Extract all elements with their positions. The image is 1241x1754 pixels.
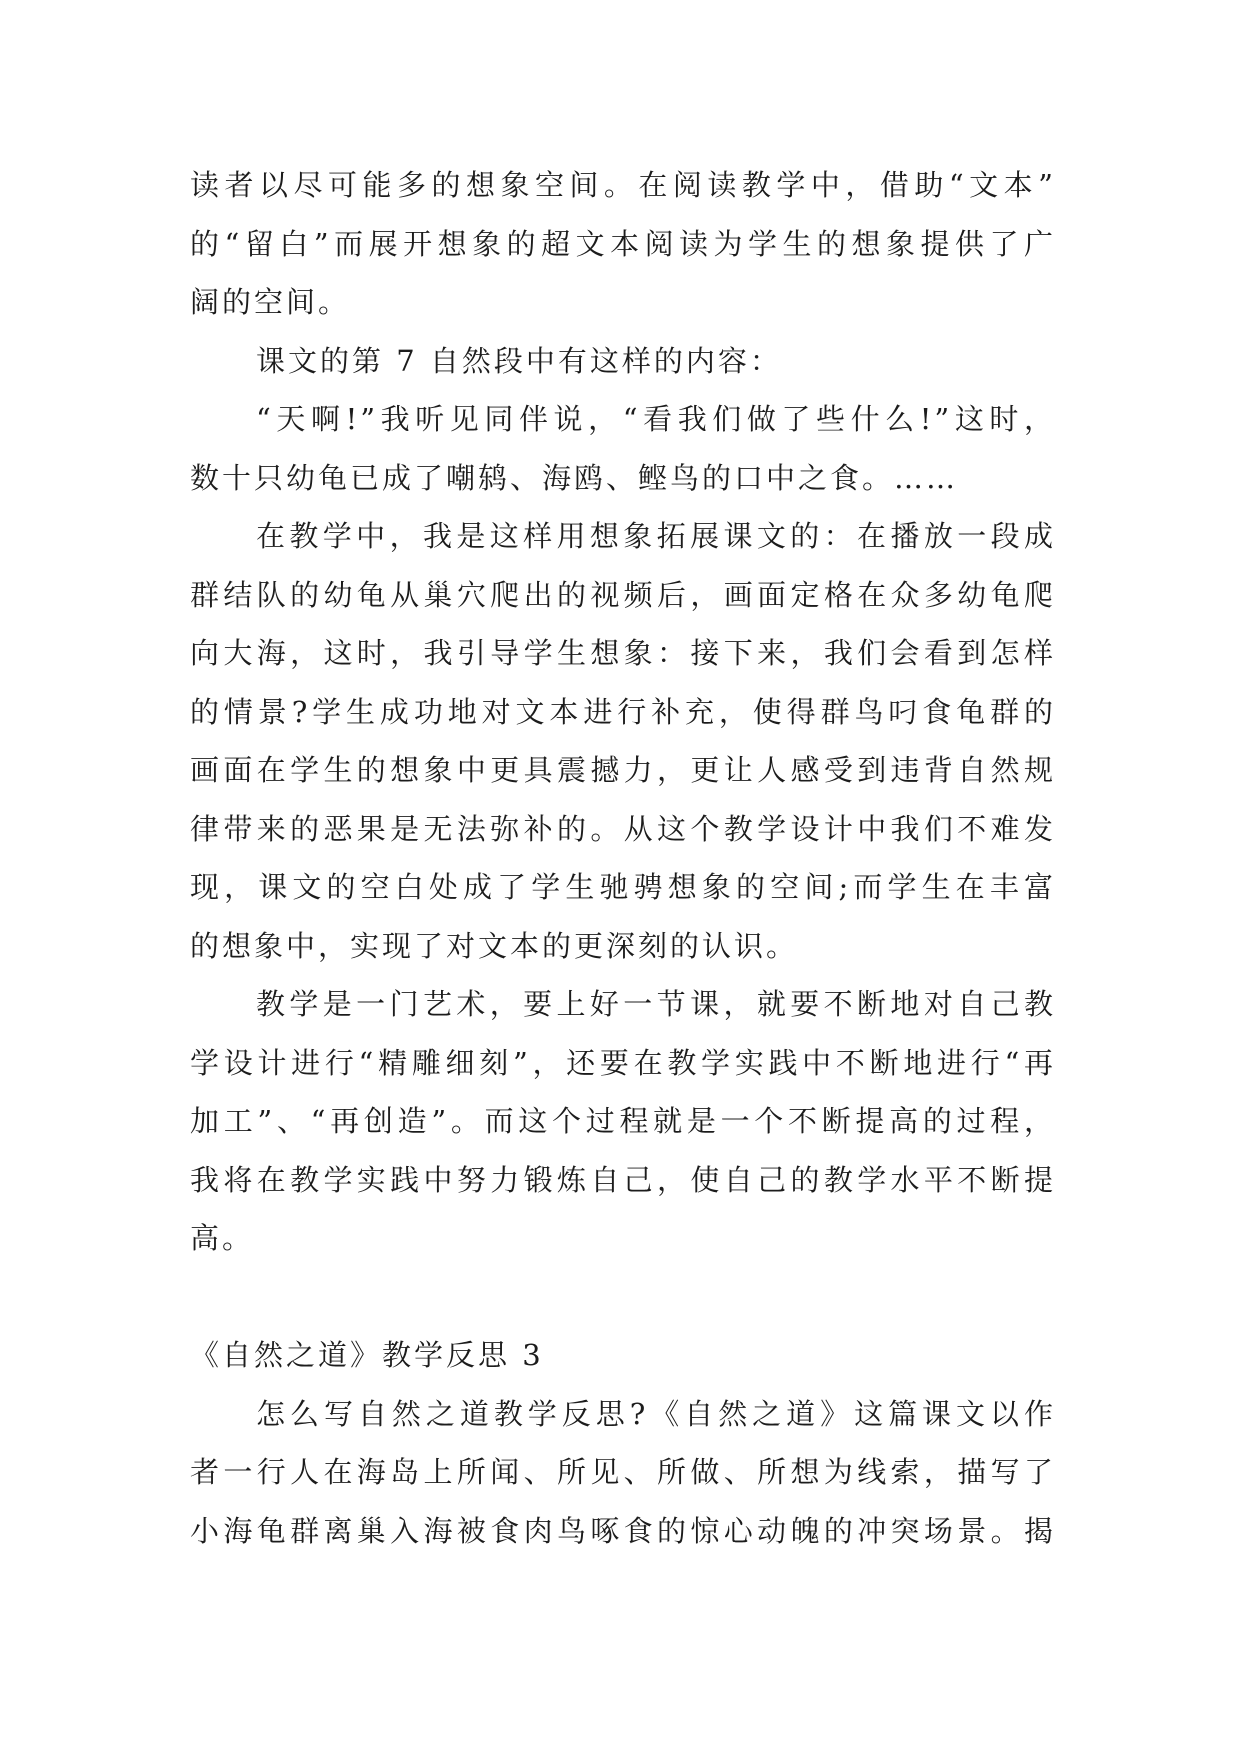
text-line: 在教学中，我是这样用想象拓展课文的：在播放一段成	[256, 519, 1056, 553]
paragraph	[190, 1385, 1056, 1561]
text-line: 数十只幼龟已成了嘲鸫、海鸥、鲣鸟的口中之食。……	[190, 460, 959, 495]
paragraph	[190, 156, 1056, 332]
paragraph	[190, 975, 1056, 1268]
paragraph	[190, 332, 1056, 391]
text-line: 的情景?学生成功地对文本进行补充，使得群鸟叼食龟群的	[190, 694, 1056, 729]
text-line: 画面在学生的想象中更具震撼力，更让人感受到违背自然规	[190, 753, 1056, 787]
section-heading: 《自然之道》教学反思 3	[190, 1338, 544, 1372]
text-line: 我将在教学实践中努力锻炼自己，使自己的教学水平不断提	[190, 1162, 1056, 1197]
text-line: 的“留白”而展开想象的超文本阅读为学生的想象提供了广	[190, 226, 1056, 261]
text-line: 高。	[190, 1221, 255, 1255]
text-line: 课文的第 7 自然段中有这样的内容：	[256, 343, 782, 378]
quoted-paragraph	[190, 390, 1056, 507]
text-line: 阔的空间。	[190, 285, 351, 319]
text-line: 现，课文的空白处成了学生驰骋想象的空间;而学生在丰富	[190, 870, 1056, 904]
text-line: 加工”、“再创造”。而这个过程就是一个不断提高的过程，	[190, 1104, 1056, 1138]
text-line: 小海龟群离巢入海被食肉鸟啄食的惊心动魄的冲突场景。揭	[190, 1513, 1056, 1548]
text-line: 的想象中，实现了对文本的更深刻的认识。	[190, 928, 799, 963]
text-line: 群结队的幼龟从巢穴爬出的视频后，画面定格在众多幼龟爬	[190, 577, 1056, 612]
text-line: 学设计进行“精雕细刻”，还要在教学实践中不断地进行“再	[190, 1045, 1056, 1080]
paragraph	[190, 507, 1056, 975]
document-body	[190, 156, 1056, 1560]
text-line: “天啊!”我听见同伴说，“看我们做了些什么!”这时，	[256, 402, 1056, 436]
text-line: 律带来的恶果是无法弥补的。从这个教学设计中我们不难发	[190, 811, 1056, 846]
text-line: 教学是一门艺术，要上好一节课，就要不断地对自己教	[256, 987, 1056, 1021]
text-line: 者一行人在海岛上所闻、所见、所做、所想为线索，描写了	[190, 1455, 1056, 1489]
spacer	[190, 1268, 1056, 1327]
text-line: 读者以尽可能多的想象空间。在阅读教学中，借助“文本”	[190, 168, 1056, 202]
text-line: 怎么写自然之道教学反思?《自然之道》这篇课文以作	[256, 1396, 1056, 1431]
text-line: 向大海，这时，我引导学生想象：接下来，我们会看到怎样	[190, 636, 1056, 670]
